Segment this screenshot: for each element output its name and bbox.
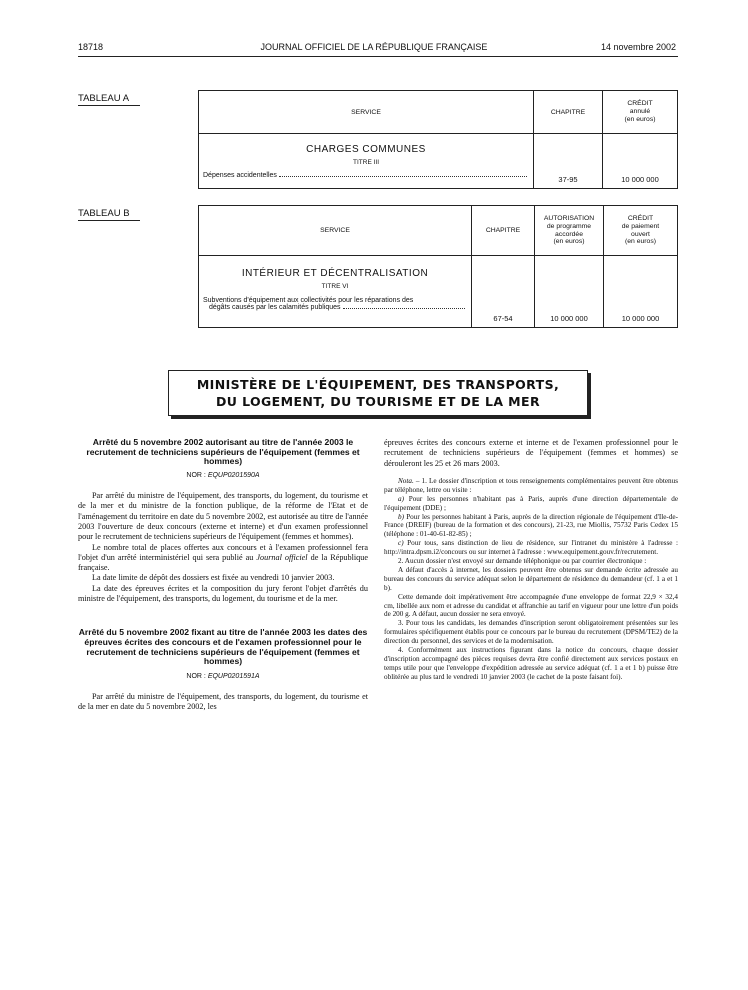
arrete1-p3: La date limite de dépôt des dossiers est fixée au vendredi 10 janvier 2003. [92, 573, 335, 583]
tableau-b-rule [78, 220, 140, 221]
nota-3: 3. Pour tous les candidats, les demandes d'inscription seront obligatoirement présentées sur les formulaires spécifiquement établis pour ce concours par le bureau du recrutement (DPSM/TE2) de la direction du personnel, des services et de la modernisation. [384, 619, 678, 646]
tableau-b-col-autorisation: AUTORISATION de programme accordée (en euros) [535, 206, 604, 256]
nota-2: 2. Aucun dossier n'est envoyé sur demande téléphonique ou par courrier électronique : [398, 557, 647, 566]
nota-2a: A défaut d'accès à internet, les dossiers peuvent être obtenus sur demande écrite adressée au bureau des concours du service adéquat selon le département de résidence du demandeur (cf. 1 a et 1 b). [384, 565, 678, 592]
tableau-a-section-sub: TITRE III [353, 159, 379, 166]
arrete1-nor: NOR : EQUP0201590A [186, 471, 260, 479]
tableau-b-section-title: INTÉRIEUR ET DÉCENTRALISATION [241, 268, 429, 279]
arrete1-p1: Par arrêté du ministre de l'équipement, des transports, du logement, du tourisme et de la mer et du ministre de la fonction publique, de la réforme de l'Etat et de l'aménagement du territoire en date du 5 novembre 2002, est autorisée au titre de l'année 2003 l'ouverture de deux concours (externe et interne) et d'un examen professionnel pour le recrutement de techniciens supérieurs de l'équipement (femmes et hommes). [78, 491, 368, 542]
journal-title: JOURNAL OFFICIEL DE LA RÉPUBLIQUE FRANÇAISE [260, 42, 488, 52]
arrete1-title: Arrêté du 5 novembre 2002 autorisant au titre de l'année 2003 le recrutement de techniciens supérieurs de l'équipement (femmes et hommes) [86, 437, 360, 467]
tableau-b-row-autorisation: 10 000 000 [535, 256, 604, 328]
arrete2-p1-cont: épreuves écrites des concours externe et interne et de l'examen professionnel pour le recrutement de techniciens supérieurs de l'équipement (femmes et hommes) se dérouleront les 25 et 26 mars 2003. [384, 438, 678, 468]
tableau-b-row-label-1: Subventions d'équipement aux collectivités pour les réparations des [203, 297, 414, 304]
nota-1: Nota. – 1. Le dossier d'inscription et tous renseignements complémentaires peuvent être obtenus par téléphone, lettre ou visite : [384, 476, 678, 494]
right-column [384, 438, 678, 682]
header-rule [78, 56, 678, 57]
tableau-a-label: TABLEAU A [78, 93, 130, 104]
tableau-b-col-credit: CRÉDIT de paiement ouvert (en euros) [604, 206, 678, 256]
tableau-a-section-cell [199, 134, 534, 189]
left-column [78, 438, 368, 713]
nota-4: 4. Conformément aux instructions figurant dans la notice du concours, chaque dossier d'inscription accompagné des pièces requises devra être confié directement aux services postaux en temps utile pour que l'enveloppe d'expédition adressée au service adéquat (cf. 1 a et 1 b) puisse être oblitérée au plus tard le vendredi 10 janvier 2003 (le cachet de la poste faisant foi). [384, 646, 678, 681]
tableau-a-col-credit: CRÉDIT annulé (en euros) [603, 91, 678, 134]
tableau-a-rule [78, 105, 140, 106]
tableau-a-section-title: CHARGES COMMUNES [306, 144, 426, 155]
arrete2-title: Arrêté du 5 novembre 2002 fixant au titre de l'année 2003 les dates des épreuves écrites des concours et de l'examen professionnel pour le recrutement de techniciens supérieurs de l'équipement (femmes et hommes) [78, 627, 368, 667]
ministry-line-1: MINISTÈRE DE L'ÉQUIPEMENT, DES TRANSPORTS, [196, 377, 560, 392]
tableau-b-section-cell [199, 256, 472, 328]
nota-1b: b) Pour les personnes habitant à Paris, auprès de la direction régionale de l'équipement d'Ile-de-France (DREIF) (bureau de la formation et des concours), 21-23, rue Miollis, 75732 Paris Cedex 15 (téléphone : 01-40-61-82-85) ; [384, 512, 679, 539]
arrete1-p2: Le nombre total de places offertes aux concours et à l'examen professionnel fera l'objet d'un arrêté interministériel qui sera publié au Journal officiel de la République française. [78, 542, 368, 573]
tableau-a [198, 90, 678, 189]
arrete2-nor: NOR : EQUP0201591A [186, 672, 260, 680]
ministry-line-2: DU LOGEMENT, DU TOURISME ET DE LA MER [216, 394, 540, 409]
tableau-a-row-chapitre: 37-95 [534, 134, 603, 189]
tableau-a-row-credit: 10 000 000 [603, 134, 678, 189]
nota-block [384, 477, 678, 682]
tableau-a-col-service: SERVICE [199, 91, 534, 134]
ministry-banner [168, 370, 588, 416]
nota-1a: a) Pour les personnes n'habitant pas à Paris, auprès d'une direction départementale de l'équipement (DDE) ; [384, 494, 679, 512]
tableau-b [198, 205, 678, 328]
arrete2-p1: Par arrêté du ministre de l'équipement, des transports, du logement, du tourisme et de la mer en date du 5 novembre 2002, les [78, 692, 368, 712]
arrete1-p4: La date des épreuves écrites et la composition du jury feront l'objet d'arrêtés du ministre de l'équipement, des transports, du logement, du tourisme et de la mer. [78, 583, 368, 604]
nota-2b: Cette demande doit impérativement être accompagnée d'une enveloppe de format 22,9 × 32,4 cm, libellée aux nom et adresse du candidat et affranchie au tarif en vigueur pour une lettre d'un poids de 200 g. A défaut, aucun dossier ne sera envoyé. [384, 592, 678, 619]
tableau-b-col-service: SERVICE [199, 206, 472, 256]
tableau-a-col-chapitre: CHAPITRE [534, 91, 603, 134]
tableau-b-section-sub: TITRE VI [321, 283, 349, 290]
tableau-b-col-chapitre: CHAPITRE [472, 206, 535, 256]
nota-1c: c) Pour tous, sans distinction de lieu de résidence, sur l'intranet du ministère à l'adresse : http://intra.dpsm.i2/concours ou sur internet à l'adresse : www.equipement.gouv.fr/recrutement. [384, 539, 679, 557]
tableau-a-row-label: Dépenses accidentelles [203, 172, 529, 179]
tableau-b-row-chapitre: 67-54 [472, 256, 535, 328]
page-number: 18718 [78, 42, 104, 52]
tableau-b-label: TABLEAU B [78, 208, 130, 219]
tableau-b-row-label-2: dégâts causés par les calamités publiques [203, 304, 467, 311]
page-date: 14 novembre 2002 [600, 42, 676, 52]
tableau-b-row-credit: 10 000 000 [604, 256, 678, 328]
